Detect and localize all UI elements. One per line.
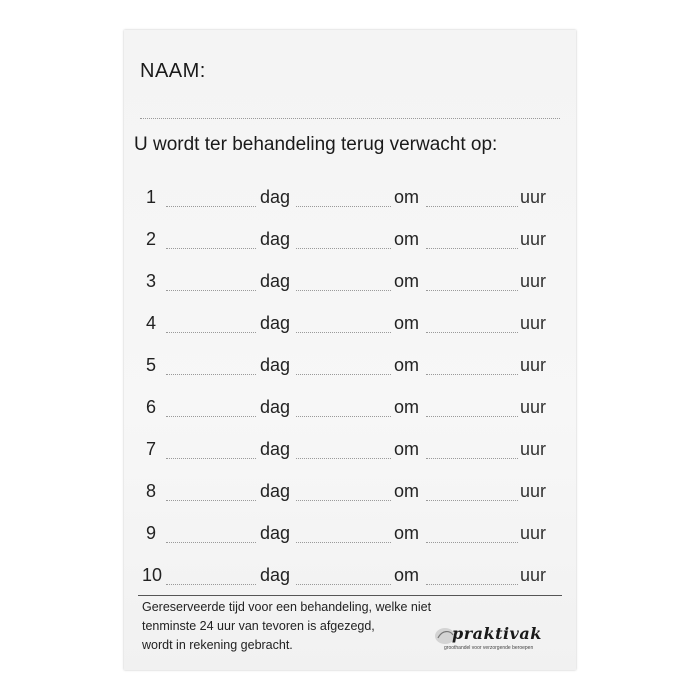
- hour-field[interactable]: [426, 584, 518, 585]
- row-number: 6: [146, 397, 157, 417]
- day-field[interactable]: [166, 374, 256, 375]
- appointment-row: [124, 350, 576, 378]
- row-number: 4: [146, 313, 157, 333]
- footer-divider: [138, 595, 562, 596]
- appointment-heading: U wordt ter behandeling terug verwacht op:: [134, 134, 498, 155]
- day-label: dag: [260, 397, 291, 417]
- row-number: 3: [146, 271, 157, 291]
- day-label: dag: [260, 481, 291, 501]
- at-label: om: [394, 397, 420, 417]
- at-label: om: [394, 523, 420, 543]
- day-field[interactable]: [166, 542, 256, 543]
- hour-label: uur: [520, 187, 547, 207]
- day-label: dag: [260, 271, 291, 291]
- day-label: dag: [260, 187, 291, 207]
- day-label: dag: [260, 565, 291, 585]
- day-field[interactable]: [166, 206, 256, 207]
- time-field[interactable]: [296, 416, 391, 417]
- hour-label: uur: [520, 523, 547, 543]
- hour-label: uur: [520, 271, 547, 291]
- appointment-row: [124, 308, 576, 336]
- time-field[interactable]: [296, 248, 391, 249]
- day-field[interactable]: [166, 458, 256, 459]
- appointment-row: [124, 182, 576, 210]
- day-label: dag: [260, 313, 291, 333]
- day-label: dag: [260, 355, 291, 375]
- logo-wordmark: praktivak: [452, 624, 542, 643]
- appointment-row: [124, 392, 576, 420]
- appointment-row: [124, 224, 576, 252]
- appointment-row: [124, 434, 576, 462]
- hour-label: uur: [520, 397, 547, 417]
- hour-field[interactable]: [426, 332, 518, 333]
- row-number: 9: [146, 523, 157, 543]
- note-line: Gereserveerde tijd voor een behandeling, welke niet: [142, 600, 432, 614]
- day-field[interactable]: [166, 500, 256, 501]
- hour-field[interactable]: [426, 542, 518, 543]
- day-field[interactable]: [166, 584, 256, 585]
- hour-field[interactable]: [426, 374, 518, 375]
- day-label: dag: [260, 229, 291, 249]
- name-field[interactable]: [140, 118, 560, 119]
- row-number: 10: [142, 565, 163, 585]
- hour-label: uur: [520, 439, 547, 459]
- at-label: om: [394, 565, 420, 585]
- row-number: 8: [146, 481, 157, 501]
- day-field[interactable]: [166, 290, 256, 291]
- appointment-row: [124, 518, 576, 546]
- hour-field[interactable]: [426, 416, 518, 417]
- row-number: 5: [146, 355, 157, 375]
- day-label: dag: [260, 439, 291, 459]
- at-label: om: [394, 313, 420, 333]
- day-field[interactable]: [166, 416, 256, 417]
- row-number: 1: [146, 187, 157, 207]
- time-field[interactable]: [296, 332, 391, 333]
- appointment-card: [124, 30, 576, 670]
- hour-label: uur: [520, 229, 547, 249]
- hour-field[interactable]: [426, 206, 518, 207]
- name-label: NAAM:: [140, 60, 206, 82]
- hour-field[interactable]: [426, 290, 518, 291]
- hour-label: uur: [520, 481, 547, 501]
- at-label: om: [394, 481, 420, 501]
- hour-label: uur: [520, 355, 547, 375]
- note-line: wordt in rekening gebracht.: [142, 638, 293, 652]
- time-field[interactable]: [296, 458, 391, 459]
- at-label: om: [394, 187, 420, 207]
- time-field[interactable]: [296, 374, 391, 375]
- logo-tagline: groothandel voor verzorgende beroepen: [444, 645, 534, 651]
- appointment-row: [124, 476, 576, 504]
- day-field[interactable]: [166, 248, 256, 249]
- time-field[interactable]: [296, 500, 391, 501]
- at-label: om: [394, 271, 420, 291]
- time-field[interactable]: [296, 584, 391, 585]
- day-label: dag: [260, 523, 291, 543]
- row-number: 7: [146, 439, 157, 459]
- at-label: om: [394, 355, 420, 375]
- time-field[interactable]: [296, 206, 391, 207]
- hour-field[interactable]: [426, 458, 518, 459]
- time-field[interactable]: [296, 290, 391, 291]
- at-label: om: [394, 439, 420, 459]
- hour-field[interactable]: [426, 500, 518, 501]
- hour-field[interactable]: [426, 248, 518, 249]
- hour-label: uur: [520, 565, 547, 585]
- praktivak-logo: [430, 624, 568, 654]
- appointment-row: [124, 266, 576, 294]
- hour-label: uur: [520, 313, 547, 333]
- note-line: tenminste 24 uur van tevoren is afgezegd,: [142, 619, 375, 633]
- row-number: 2: [146, 229, 157, 249]
- time-field[interactable]: [296, 542, 391, 543]
- cancellation-note: [142, 598, 442, 655]
- day-field[interactable]: [166, 332, 256, 333]
- at-label: om: [394, 229, 420, 249]
- appointment-row: [124, 560, 576, 588]
